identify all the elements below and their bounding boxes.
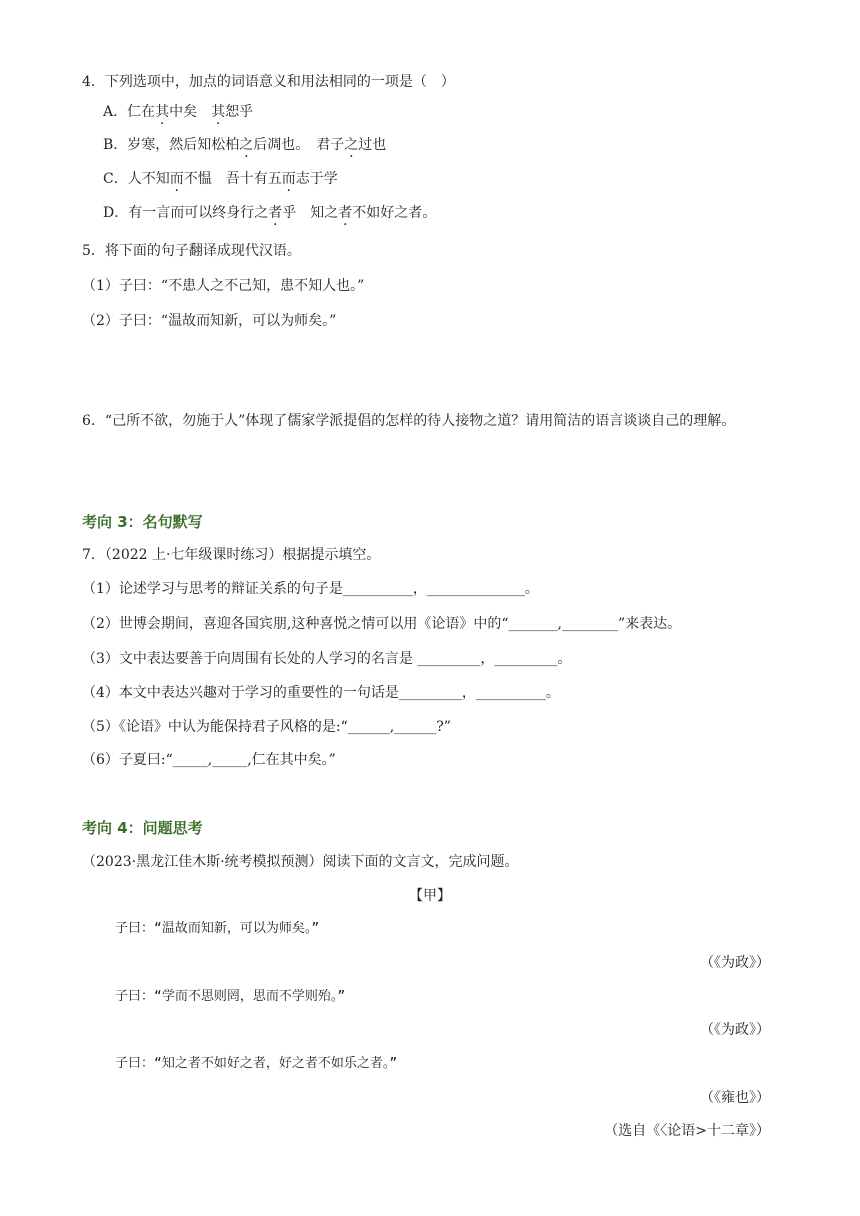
q7-item-6: （6）子夏曰:“_____,_____,仁在其中矣。” [82, 752, 336, 768]
passage-source-3: （《雍也》） [700, 1090, 770, 1106]
q4-option-d: D．有一言而可以终身行之者乎 知之者不如好之者。 [103, 205, 437, 221]
passage-line-3: 子曰：“知之者不如好之者，好之者不如乐之者。” [115, 1056, 398, 1071]
q7-item-3: （3）文中表达要善于向周围有长处的人学习的名言是 _________，_________。 [82, 651, 572, 667]
section-heading-4: 考向 4：问题思考 [82, 819, 203, 837]
passage-source-2: （《为政》） [700, 1022, 770, 1038]
passage-intro: （2023·黑龙江佳木斯·统考模拟预测）阅读下面的文言文，完成问题。 [82, 854, 519, 870]
q7-item-1: （1）论述学习与思考的辩证关系的句子是__________，______________。 [82, 581, 539, 597]
q5-sentence-1: （1）子曰：“不患人之不己知，患不知人也。” [82, 278, 365, 294]
passage-attribution: （选自《〈论语>十二章》） [604, 1123, 770, 1139]
q4-option-c: C．人不知而不愠 吾十有五而志于学 [103, 171, 338, 187]
q5-sentence-2: （2）子曰：“温故而知新，可以为师矣。” [82, 313, 337, 329]
q7-item-2: （2）世博会期间，喜迎各国宾朋,这种喜悦之情可以用《论语》中的“_______,________”来表达。 [82, 616, 682, 632]
q7-item-4: （4）本文中表达兴趣对于学习的重要性的一句话是_________，__________。 [82, 685, 560, 701]
passage-line-2: 子曰：“学而不思则罔，思而不学则殆。” [115, 989, 346, 1004]
q4-option-a: A．仁在其中矣 其恕乎 [103, 104, 254, 120]
q6-stem: 6．“己所不欲，勿施于人”体现了儒家学派提倡的怎样的待人接物之道？请用简洁的语言谈谈自己的理解。 [82, 413, 736, 429]
passage-line-1: 子曰：“温故而知新，可以为师矣。” [115, 921, 320, 936]
q7-stem: 7．（2022 上·七年级课时练习）根据提示填空。 [82, 547, 381, 563]
passage-source-1: （《为政》） [700, 955, 770, 971]
section-heading-3: 考向 3：名句默写 [82, 513, 203, 531]
q4-stem: 4．下列选项中，加点的词语意义和用法相同的一项是（ ） [82, 74, 455, 90]
q7-item-5: （5）《论语》中认为能保持君子风格的是:“______,______?” [82, 719, 451, 735]
passage-heading: 【甲】 [409, 888, 451, 904]
q4-option-b: B．岁寒，然后知松柏之后凋也。 君子之过也 [103, 137, 387, 153]
q5-stem: 5．将下面的句子翻译成现代汉语。 [82, 243, 301, 259]
